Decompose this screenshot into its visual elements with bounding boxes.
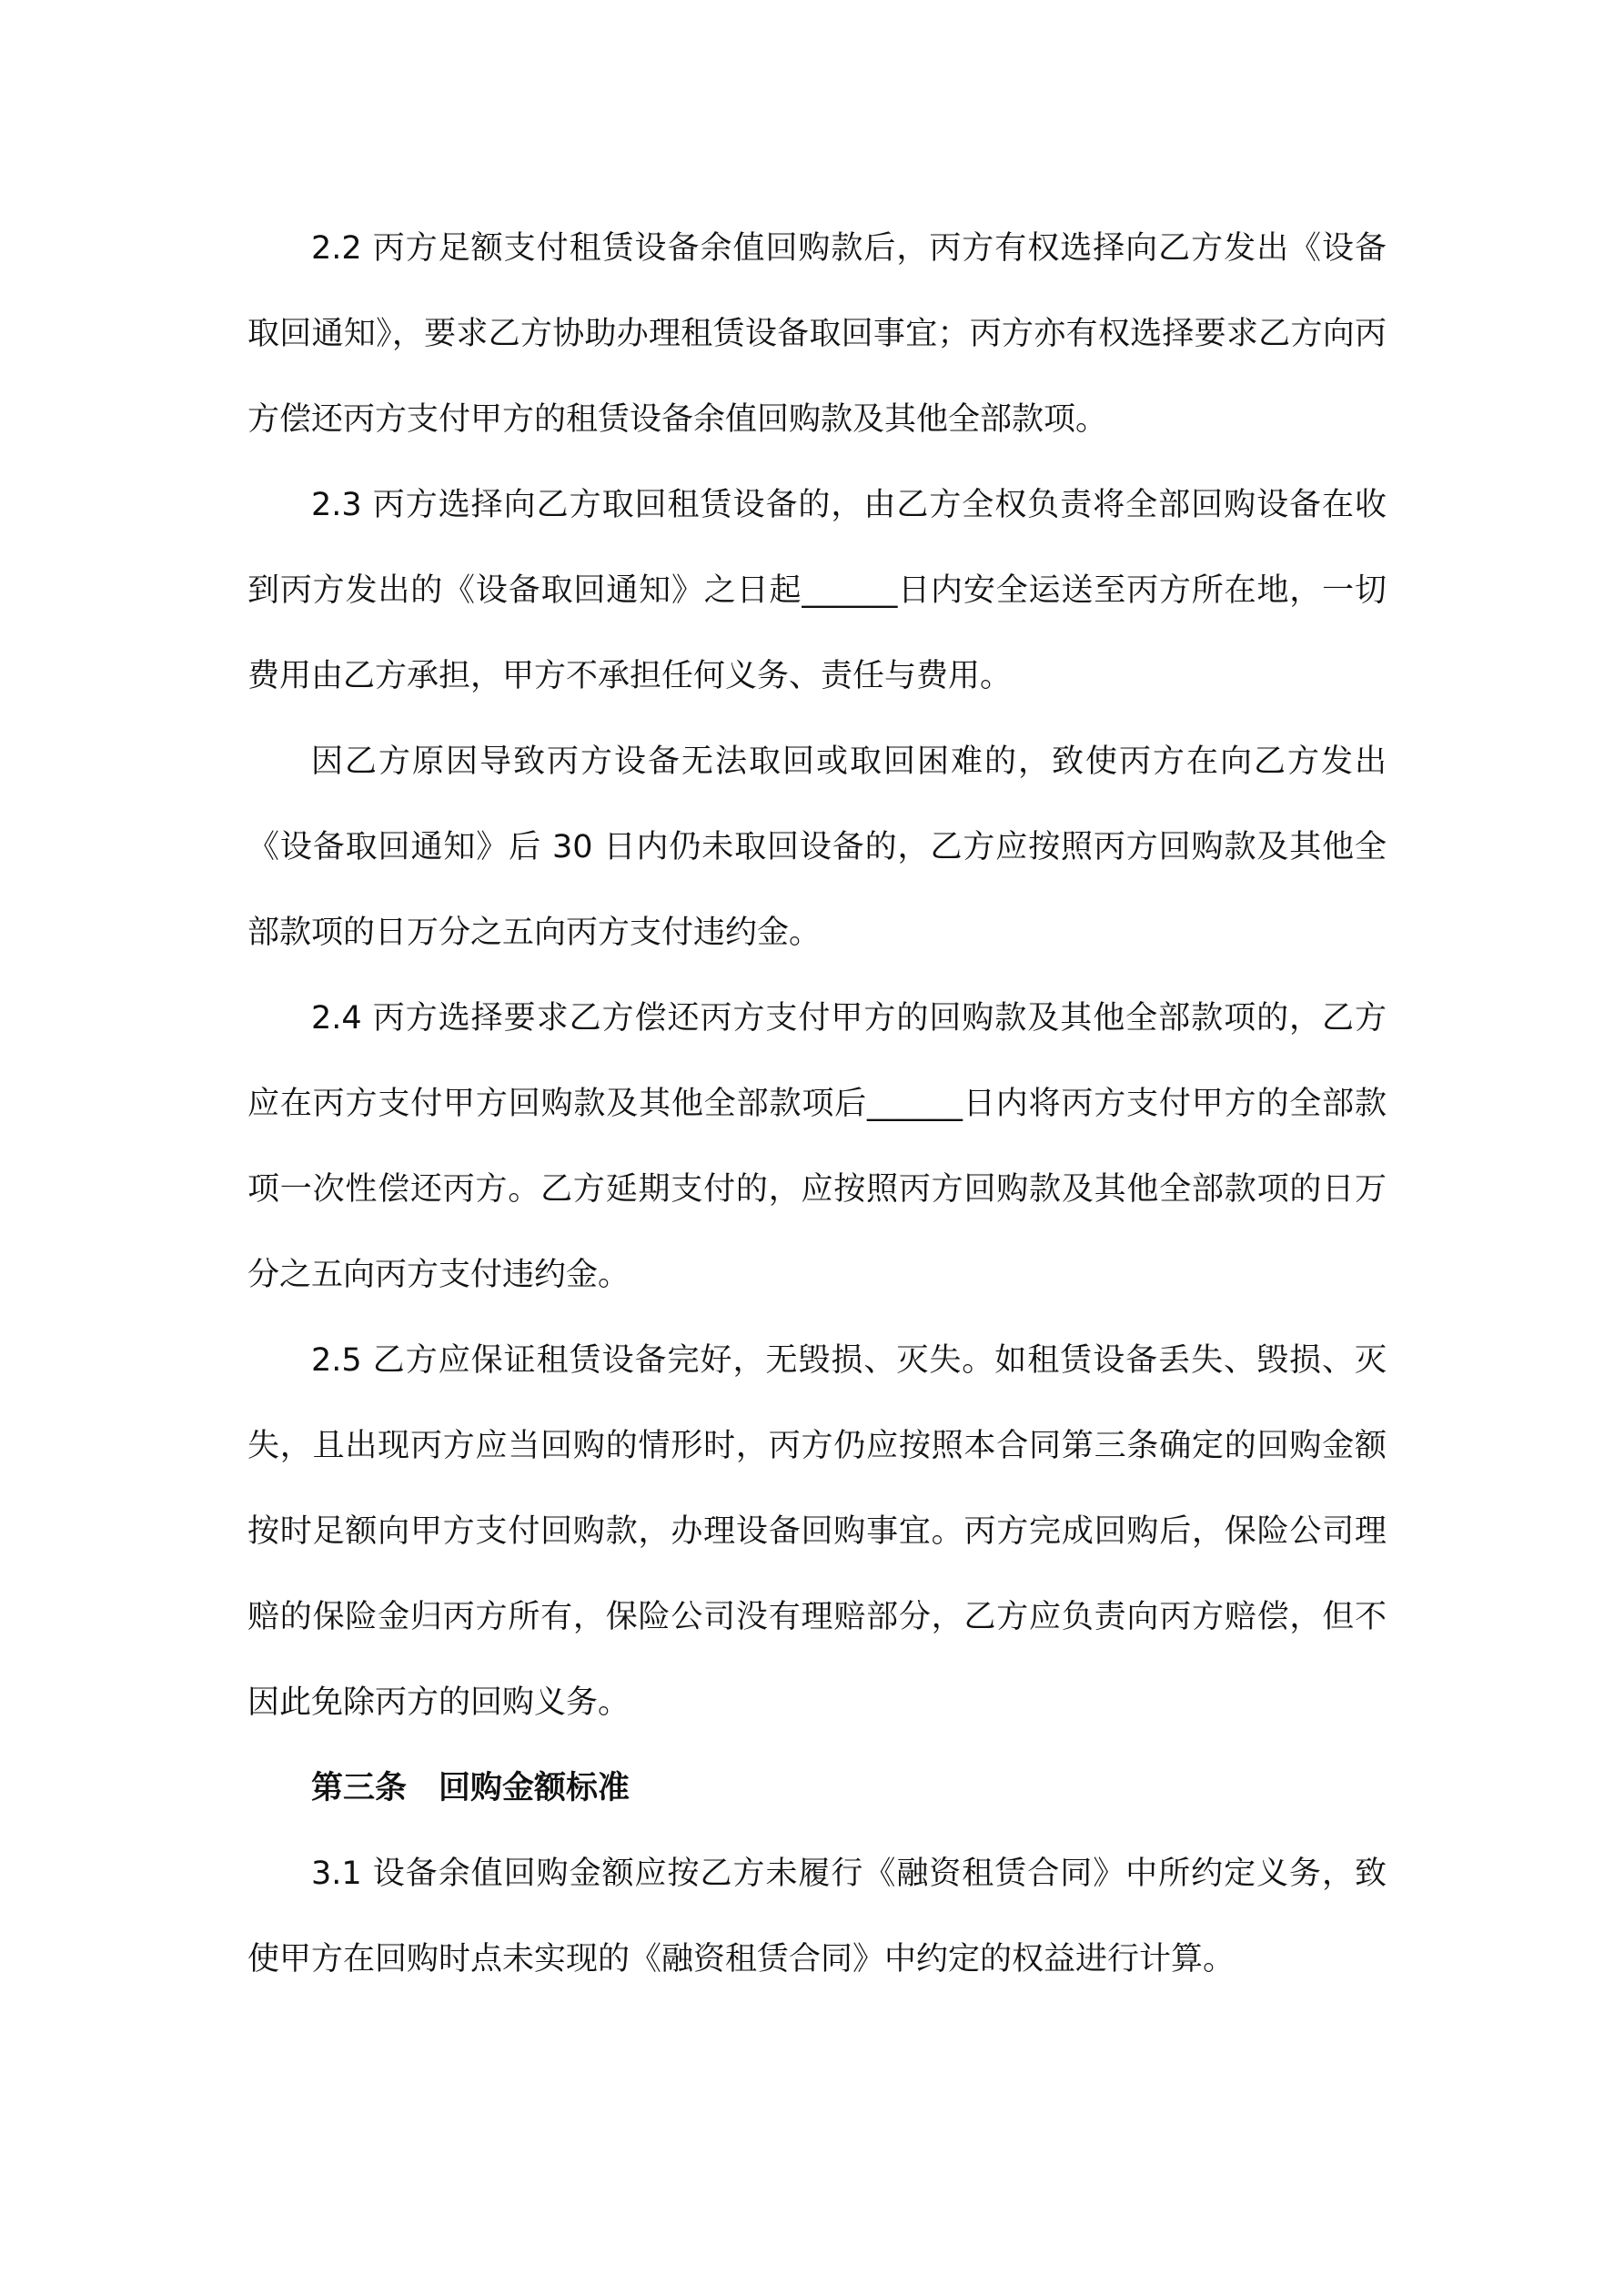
clause-2-4-paragraph: 2.4 丙方选择要求乙方偿还丙方支付甲方的回购款及其他全部款项的，乙方应在丙方支付甲方回购款及其他全部款项后______日内将丙方支付甲方的全部款项一次性偿还丙方。乙方延期支付的，应按照丙方回购款及其他全部款项的日万分之五向丙方支付违约金。 [247,1000,1387,1293]
clause-2-2-paragraph: 2.2 丙方足额支付租赁设备余值回购款后，丙方有权选择向乙方发出《设备取回通知》，要求乙方协助办理租赁设备取回事宜；丙方亦有权选择要求乙方向丙方偿还丙方支付甲方的租赁设备余值回购款及其他全部款项。 [247,230,1387,438]
clause-2-3-penalty-paragraph: 因乙方原因导致丙方设备无法取回或取回困难的，致使丙方在向乙方发出《设备取回通知》后 30 日内仍未取回设备的，乙方应按照丙方回购款及其他全部款项的日万分之五向丙方支付违约金。 [247,743,1387,951]
clause-3-1-paragraph: 3.1 设备余值回购金额应按乙方未履行《融资租赁合同》中所约定义务，致使甲方在回购时点未实现的《融资租赁合同》中约定的权益进行计算。 [247,1856,1387,1977]
document-body [247,206,1387,2002]
clause-2-5-paragraph: 2.5 乙方应保证租赁设备完好，无毁损、灭失。如租赁设备丢失、毁损、灭失，且出现丙方应当回购的情形时，丙方仍应按照本合同第三条确定的回购金额按时足额向甲方支付回购款，办理设备回购事宜。丙方完成回购后，保险公司理赔的保险金归丙方所有，保险公司没有理赔部分，乙方应负责向丙方赔偿，但不因此免除丙方的回购义务。 [247,1342,1387,1721]
clause-2-3-paragraph: 2.3 丙方选择向乙方取回租赁设备的，由乙方全权负责将全部回购设备在收到丙方发出的《设备取回通知》之日起______日内安全运送至丙方所在地，一切费用由乙方承担，甲方不承担任何义务、责任与费用。 [247,487,1387,694]
article-3-heading: 第三条 回购金额标准 [311,1770,630,1806]
